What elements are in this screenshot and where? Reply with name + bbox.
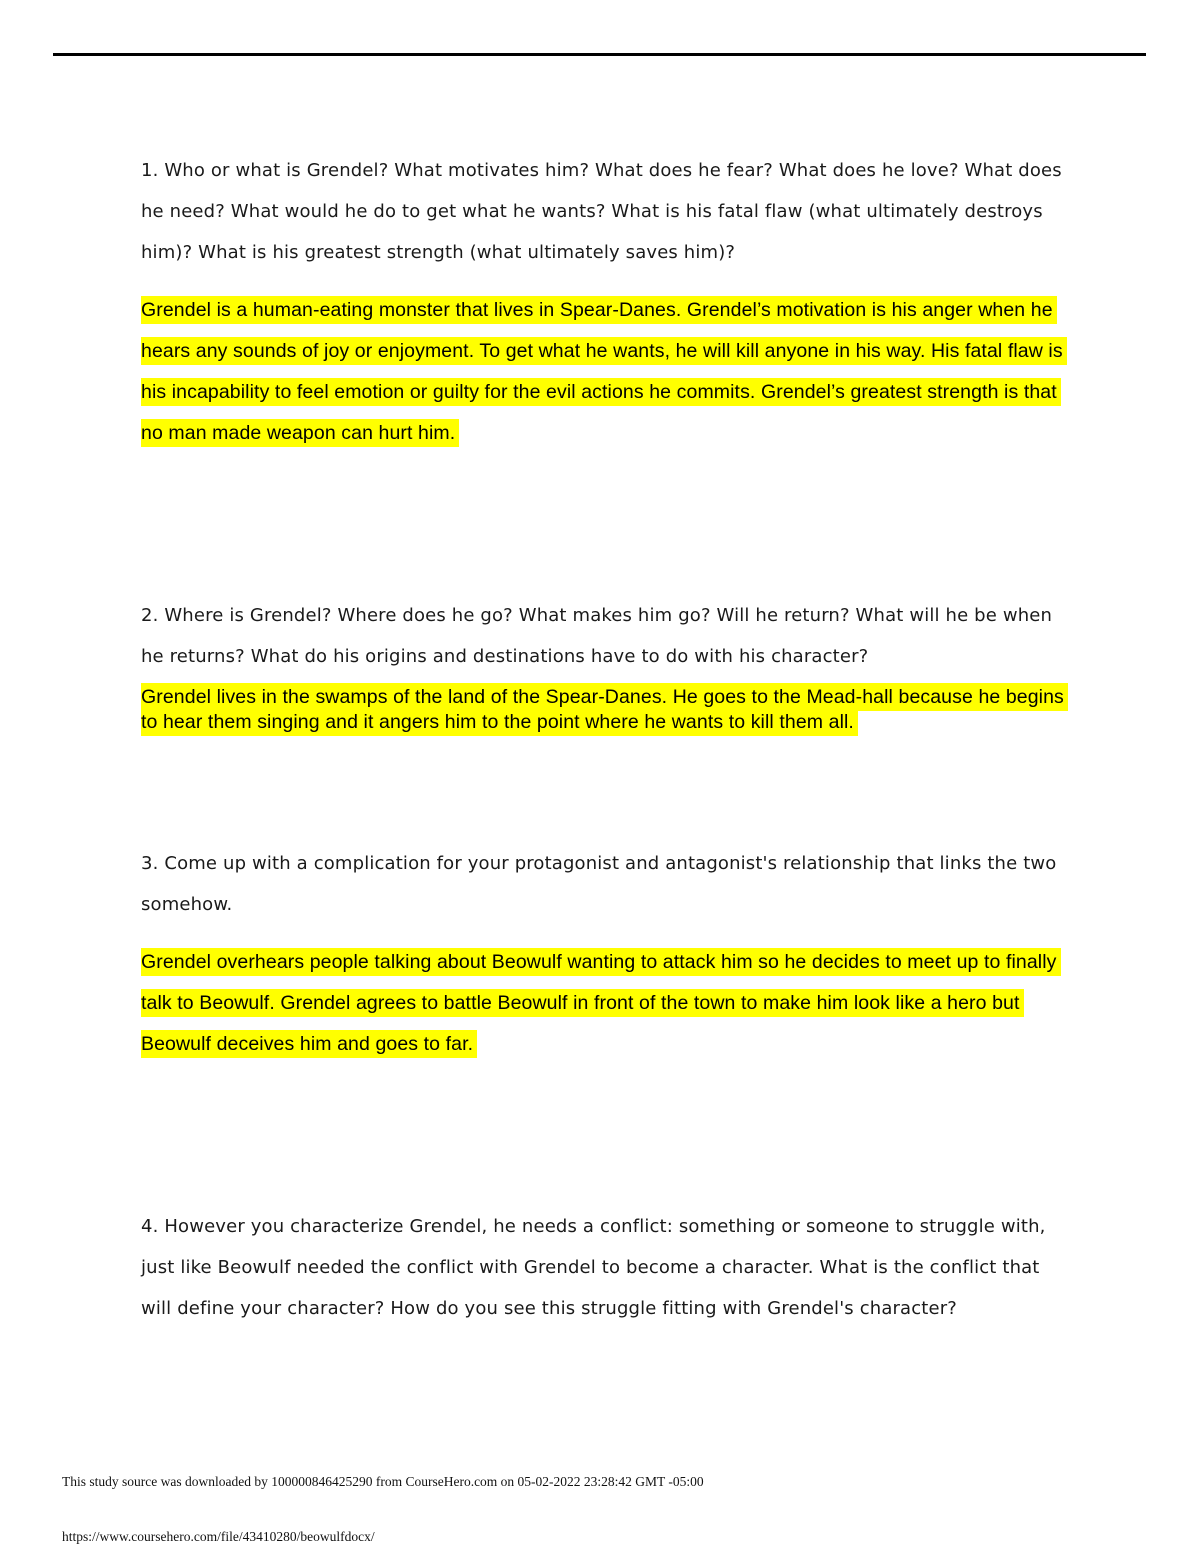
answer-2 — [141, 685, 1071, 735]
answer-1-highlight: Grendel is a human-eating monster that lives in Spear-Danes. Grendel’s motivation is his anger when he hears any sounds of joy or enjoyment. To get what he wants, he will kill anyone in his way. His fatal flaw is his incapability to feel emotion or guilty for the evil actions he commits. Grendel’s greatest strength is that no man made weapon can hurt him. — [141, 296, 1067, 447]
answer-3-highlight: Grendel overhears people talking about Beowulf wanting to attack him so he decides to meet up to finally talk to Beowulf. Grendel agrees to battle Beowulf in front of the town to make him look like a hero but Beowulf deceives him and goes to far. — [141, 948, 1061, 1058]
answer-2-highlight: Grendel lives in the swamps of the land of the Spear-Danes. He goes to the Mead-hall because he begins to hear them singing and it angers him to the point where he wants to kill them all. — [141, 683, 1068, 736]
top-horizontal-rule — [53, 53, 1146, 56]
question-4: 4. However you characterize Grendel, he needs a conflict: something or someone to struggle with, just like Beowulf needed the conflict with Grendel to become a character. What is the conflict that will define your character? How do you see this struggle fitting with Grendel's character? — [141, 1216, 1046, 1319]
question-3: 3. Come up with a complication for your protagonist and antagonist's relationship that links the two somehow. — [141, 853, 1057, 915]
answer-3 — [141, 942, 1071, 1065]
answer-1 — [141, 290, 1071, 454]
question-2: 2. Where is Grendel? Where does he go? What makes him go? Will he return? What will he be when he returns? What do his origins and destinations have to do with his character? — [141, 605, 1053, 667]
source-url-link[interactable]: https://www.coursehero.com/file/43410280/beowulfdocx/ — [62, 1529, 375, 1544]
download-notice: This study source was downloaded by 100000846425290 from CourseHero.com on 05-02-2022 23:28:42 GMT -05:00 — [62, 1474, 704, 1489]
question-1: 1. Who or what is Grendel? What motivates him? What does he fear? What does he love? What does he need? What would he do to get what he wants? What is his fatal flaw (what ultimately destroys him)? What is his greatest strength (what ultimately saves him)? — [141, 160, 1062, 263]
